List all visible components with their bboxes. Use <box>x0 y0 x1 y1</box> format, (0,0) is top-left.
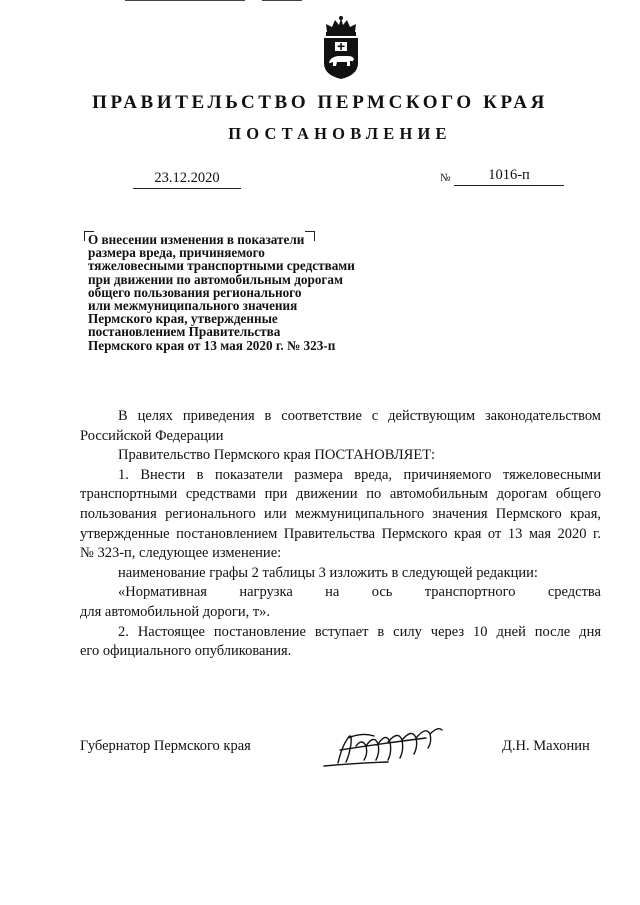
body-line: наименование графы 2 таблицы 3 изложить в следующей редакции: <box>118 564 538 581</box>
document-type: ПОСТАНОВЛЕНИЕ <box>228 124 452 143</box>
subject-line: О внесении изменения в показатели <box>88 232 305 247</box>
document-subject <box>88 233 408 352</box>
subject-line: общего пользования регионального <box>88 284 302 300</box>
document-date: 23.12.2020 <box>133 170 241 189</box>
body-line: пользования регионального или межмуниципального значения Пермского края, <box>80 505 601 522</box>
body-line: № 323-п, следующее изменение: <box>80 545 282 562</box>
perm-krai-emblem-icon <box>318 15 364 81</box>
subject-line: Пермского края от 13 мая 2020 г. № 323-п <box>88 337 336 353</box>
subject-line: тяжеловесными транспортными средствами <box>88 258 355 274</box>
subject-line: постановлением Правительства <box>88 324 281 340</box>
subject-line: Пермского края, утвержденные <box>88 311 278 327</box>
body-line: 2. Настоящее постановление вступает в силу через 10 дней после дня <box>118 623 601 640</box>
body-line: 1. Внести в показатели размера вреда, причиняемого тяжеловесными <box>118 466 601 483</box>
document-body <box>80 407 601 662</box>
signer-name: Д.Н. Махонин <box>502 738 590 754</box>
body-line: Российской Федерации <box>80 427 224 444</box>
subject-line: при движении по автомобильным дорогам <box>88 271 343 287</box>
top-scan-line-left <box>125 0 245 1</box>
top-scan-line-right <box>262 0 302 1</box>
body-line: транспортными средствами при движении по автомобильным дорогам общего <box>80 486 601 503</box>
body-line: его официального опубликования. <box>80 643 292 660</box>
body-line: «Нормативная нагрузка на ось транспортного средства <box>118 584 601 601</box>
subject-line: или межмуниципального значения <box>88 298 298 314</box>
subject-line: размера вреда, причиняемого <box>88 245 265 261</box>
document-number: 1016-п <box>454 167 564 186</box>
number-sign: № <box>440 172 451 184</box>
body-line: Правительство Пермского края ПОСТАНОВЛЯЕТ: <box>118 447 436 464</box>
handwritten-signature-icon <box>318 716 448 774</box>
body-line: В целях приведения в соответствие с действующим законодательством <box>118 408 601 424</box>
government-title: ПРАВИТЕЛЬСТВО ПЕРМСКОГО КРАЯ <box>92 92 548 113</box>
body-line: для автомобильной дороги, т». <box>80 603 271 620</box>
signer-position: Губернатор Пермского края <box>80 738 251 754</box>
body-line: утвержденные постановлением Правительства Пермского края от 13 мая 2020 г. <box>80 525 601 542</box>
